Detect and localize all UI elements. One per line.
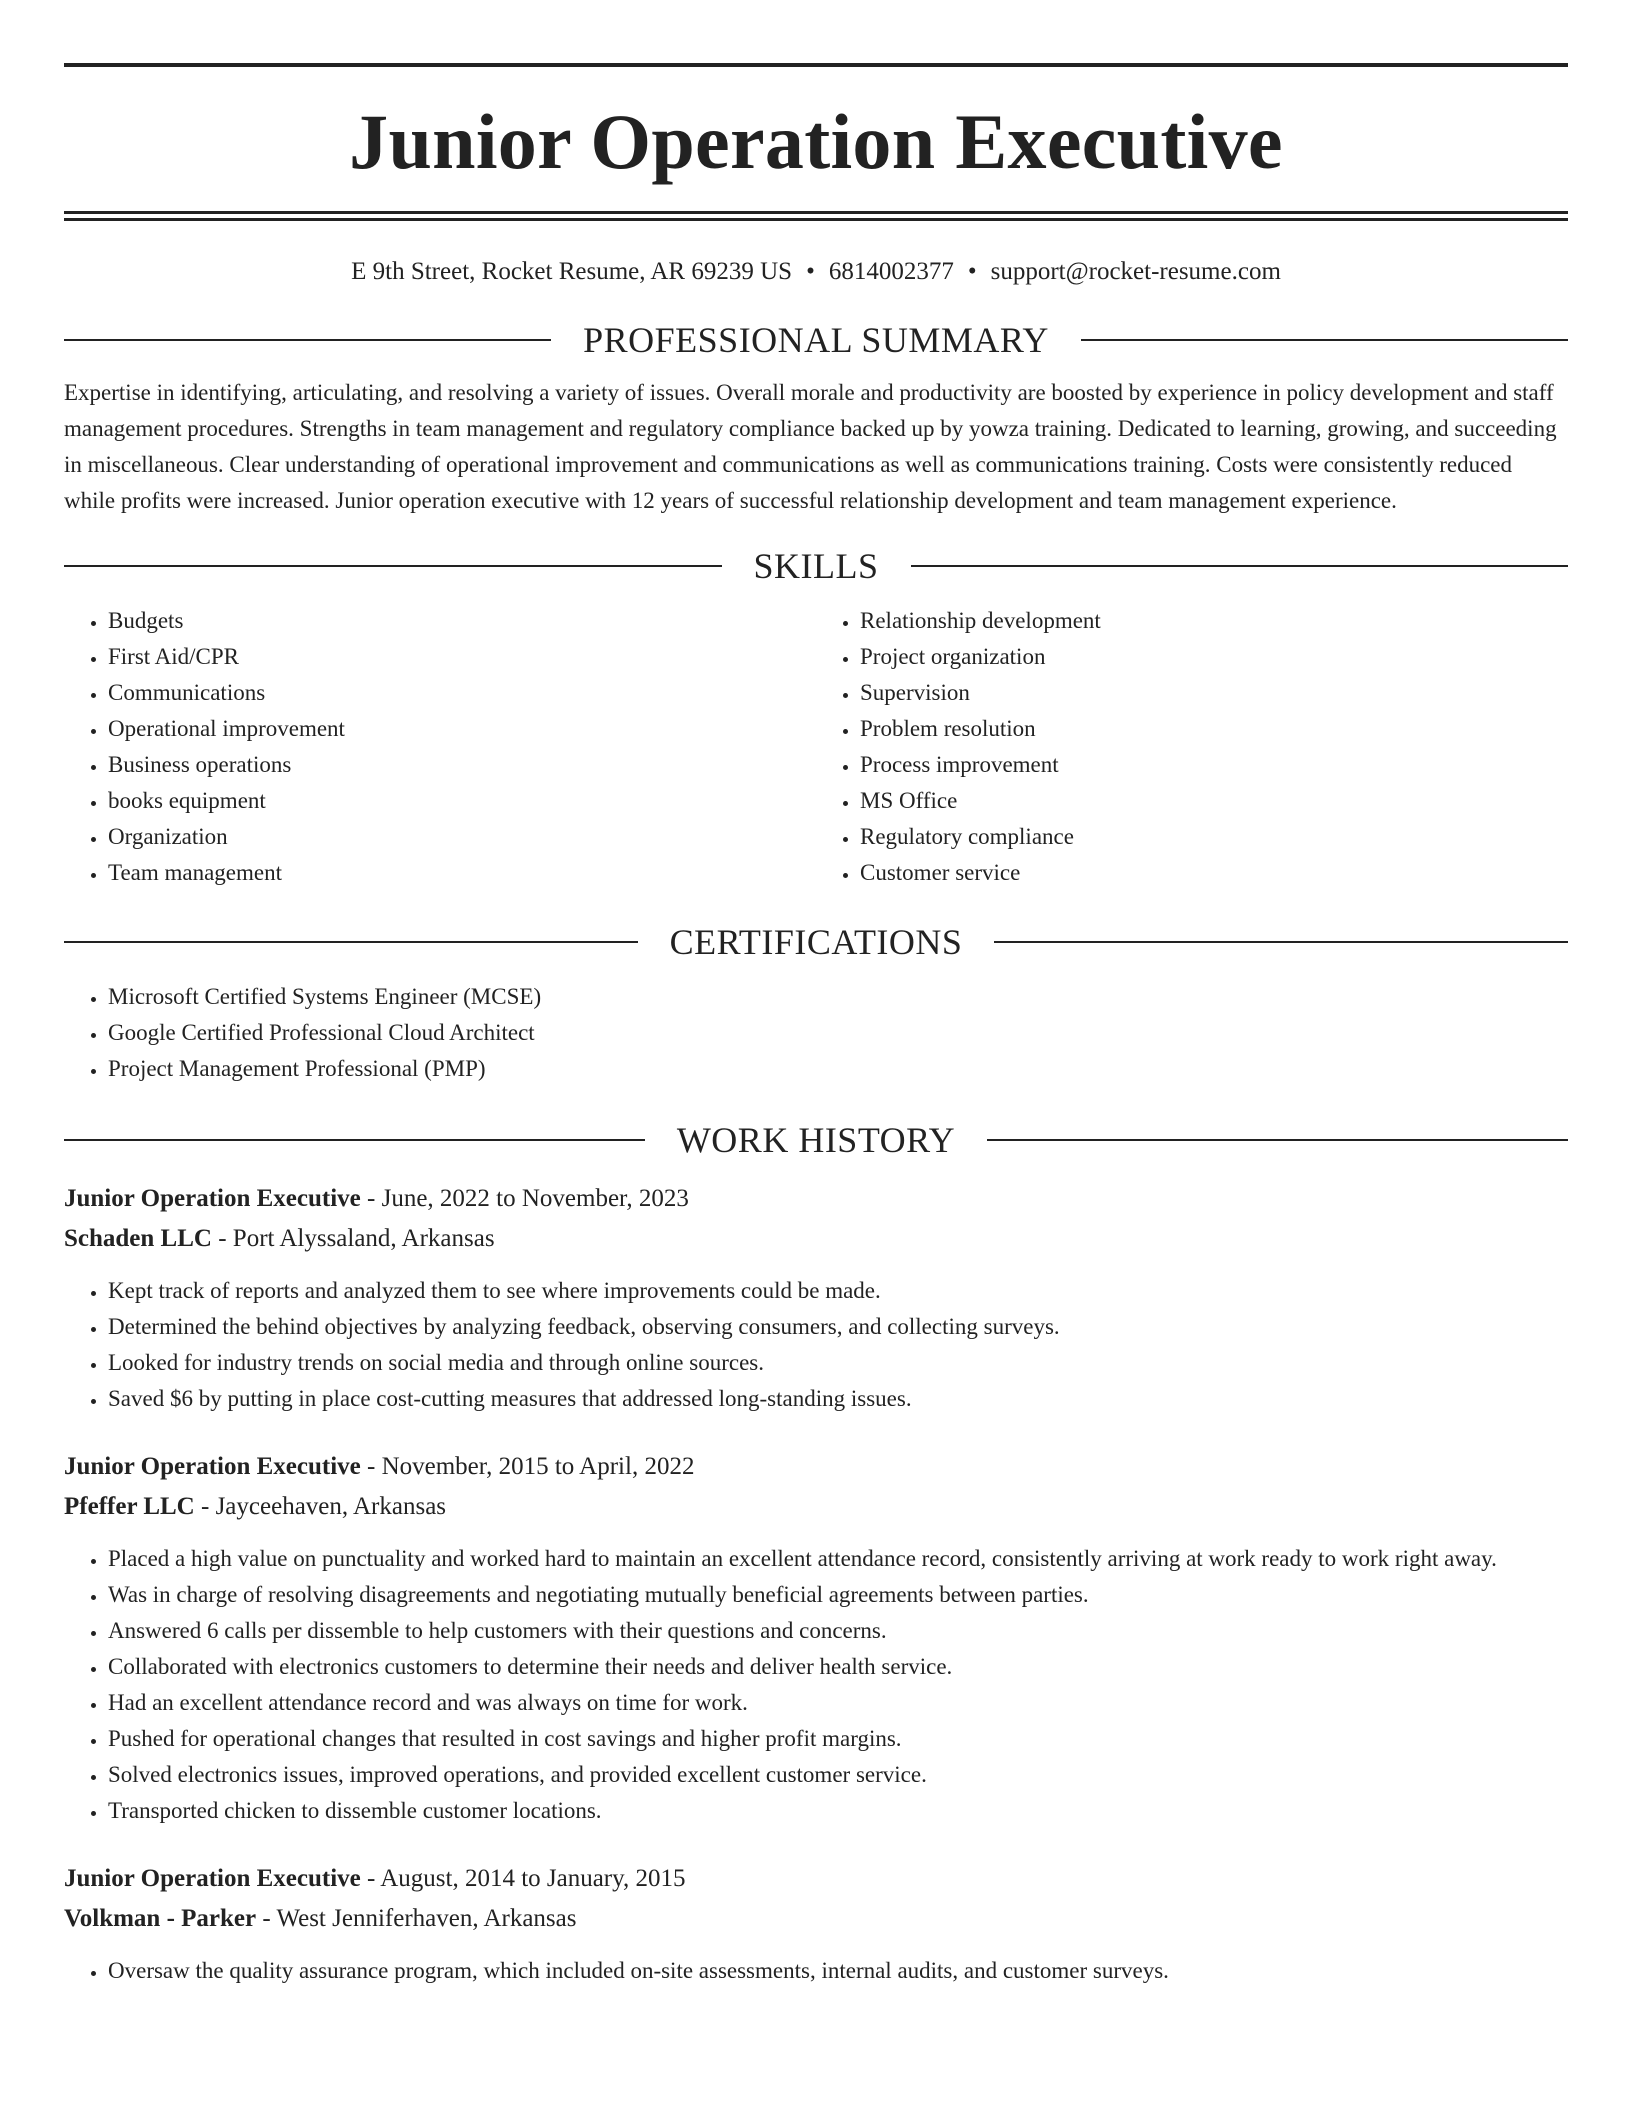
company-name: Pfeffer LLC	[64, 1493, 195, 1520]
job-title: Junior Operation Executive	[64, 1865, 361, 1892]
job-title: Junior Operation Executive	[64, 1185, 361, 1212]
job-bullet: • Collaborated with electronics customers to determine their needs and deliver health service.	[108, 1649, 1568, 1685]
job-company-line	[64, 1487, 1568, 1527]
job-bullets	[64, 1273, 1568, 1417]
job-dates: - June, 2022 to November, 2023	[360, 1185, 689, 1212]
bullet-separator: •	[967, 258, 977, 285]
work-history-list	[64, 1179, 1568, 1989]
skills-list-left	[64, 603, 816, 891]
job-bullet: • Oversaw the quality assurance program, which included on-site assessments, internal audits, and customer surveys.	[108, 1953, 1568, 1989]
summary-title: PROFESSIONAL SUMMARY	[583, 320, 1049, 360]
skill-item: • First Aid/CPR	[108, 639, 816, 675]
certifications-list	[64, 979, 1568, 1087]
company-name: Volkman - Parker	[64, 1905, 257, 1932]
job-entry	[64, 1447, 1568, 1829]
skill-item: • Organization	[108, 819, 816, 855]
skills-title: SKILLS	[753, 546, 879, 586]
job-title-line	[64, 1859, 1568, 1899]
job-entry	[64, 1859, 1568, 1989]
heading-rule-left	[64, 565, 722, 567]
job-bullets	[64, 1541, 1568, 1829]
job-bullet: • Placed a high value on punctuality and worked hard to maintain an excellent attendance record, consistently arriving at work ready to work right away.	[108, 1541, 1568, 1577]
top-rule	[64, 63, 1568, 67]
job-title-line	[64, 1179, 1568, 1219]
skills-heading	[64, 541, 1568, 591]
resume-title: Junior Operation Executive	[349, 98, 1283, 185]
job-dates: - November, 2015 to April, 2022	[360, 1453, 695, 1480]
heading-rule-right	[911, 565, 1569, 567]
skill-item: • Relationship development	[860, 603, 1568, 639]
job-company-line	[64, 1219, 1568, 1259]
company-location: - West Jenniferhaven, Arkansas	[256, 1905, 577, 1932]
work-history-heading	[64, 1115, 1568, 1165]
job-bullet: • Answered 6 calls per dissemble to help customers with their questions and concerns.	[108, 1613, 1568, 1649]
job-entry	[64, 1179, 1568, 1417]
skill-item: • MS Office	[860, 783, 1568, 819]
summary-heading	[64, 315, 1568, 365]
job-bullet: • Pushed for operational changes that resulted in cost savings and higher profit margins.	[108, 1721, 1568, 1757]
heading-rule-left	[64, 941, 638, 943]
summary-text: Expertise in identifying, articulating, and resolving a variety of issues. Overall morale and productivity are boosted by experience in policy development and staff management procedures. Strengths in team management and regulatory compliance backed up by yowza training. Dedicated to learning, growing, and succeeding in miscellaneous. Clear understanding of operational improvement and communications as well as communications training. Costs were consistently reduced while profits were increased. Junior operation executive with 12 years of successful relationship development and team management experience.	[64, 380, 1557, 513]
skill-item: • Budgets	[108, 603, 816, 639]
skill-item: • Operational improvement	[108, 711, 816, 747]
skill-item: • Communications	[108, 675, 816, 711]
job-title: Junior Operation Executive	[64, 1453, 361, 1480]
job-title-line	[64, 1447, 1568, 1487]
job-bullet: • Solved electronics issues, improved operations, and provided excellent customer service.	[108, 1757, 1568, 1793]
certification-item: • Google Certified Professional Cloud Architect	[108, 1015, 1568, 1051]
job-bullet: • Transported chicken to dissemble customer locations.	[108, 1793, 1568, 1829]
job-bullet: • Kept track of reports and analyzed them to see where improvements could be made.	[108, 1273, 1568, 1309]
job-bullets	[64, 1953, 1568, 1989]
job-bullet: • Determined the behind objectives by analyzing feedback, observing consumers, and collecting surveys.	[108, 1309, 1568, 1345]
skill-item: • Problem resolution	[860, 711, 1568, 747]
certification-item: • Microsoft Certified Systems Engineer (MCSE)	[108, 979, 1568, 1015]
job-bullet: • Had an excellent attendance record and was always on time for work.	[108, 1685, 1568, 1721]
heading-rule-right	[1081, 339, 1568, 341]
bullet-separator: •	[806, 258, 815, 285]
heading-rule-left	[64, 339, 551, 341]
skill-item: • Regulatory compliance	[860, 819, 1568, 855]
skill-item: • Supervision	[860, 675, 1568, 711]
skill-item: • Business operations	[108, 747, 816, 783]
title-double-rule	[64, 211, 1568, 221]
skills-columns	[64, 603, 1568, 891]
skill-item: • Team management	[108, 855, 816, 891]
job-dates: - August, 2014 to January, 2015	[360, 1865, 686, 1892]
job-bullet: • Saved $6 by putting in place cost-cutting measures that addressed long-standing issues.	[108, 1381, 1568, 1417]
job-bullet: • Was in charge of resolving disagreements and negotiating mutually beneficial agreements between parties.	[108, 1577, 1568, 1613]
certification-item: • Project Management Professional (PMP)	[108, 1051, 1568, 1087]
contact-line	[64, 257, 1568, 287]
phone: 6814002377	[828, 258, 954, 285]
skill-item: • Project organization	[860, 639, 1568, 675]
skill-item: • Process improvement	[860, 747, 1568, 783]
skill-item: • Customer service	[860, 855, 1568, 891]
heading-rule-right	[994, 941, 1568, 943]
company-name: Schaden LLC	[64, 1225, 212, 1252]
heading-rule-left	[64, 1139, 645, 1141]
heading-rule-right	[987, 1139, 1568, 1141]
job-company-line	[64, 1899, 1568, 1939]
certifications-title: CERTIFICATIONS	[669, 922, 963, 962]
address: E 9th Street, Rocket Resume, AR 69239 US	[351, 258, 793, 285]
work-history-title: WORK HISTORY	[676, 1120, 956, 1160]
skill-item: • books equipment	[108, 783, 816, 819]
skills-list-right	[816, 603, 1568, 891]
certifications-heading	[64, 917, 1568, 967]
company-location: - Port Alyssaland, Arkansas	[211, 1225, 495, 1252]
job-bullet: • Looked for industry trends on social media and through online sources.	[108, 1345, 1568, 1381]
company-location: - Jayceehaven, Arkansas	[194, 1493, 447, 1520]
email: support@rocket-resume.com	[990, 258, 1281, 285]
